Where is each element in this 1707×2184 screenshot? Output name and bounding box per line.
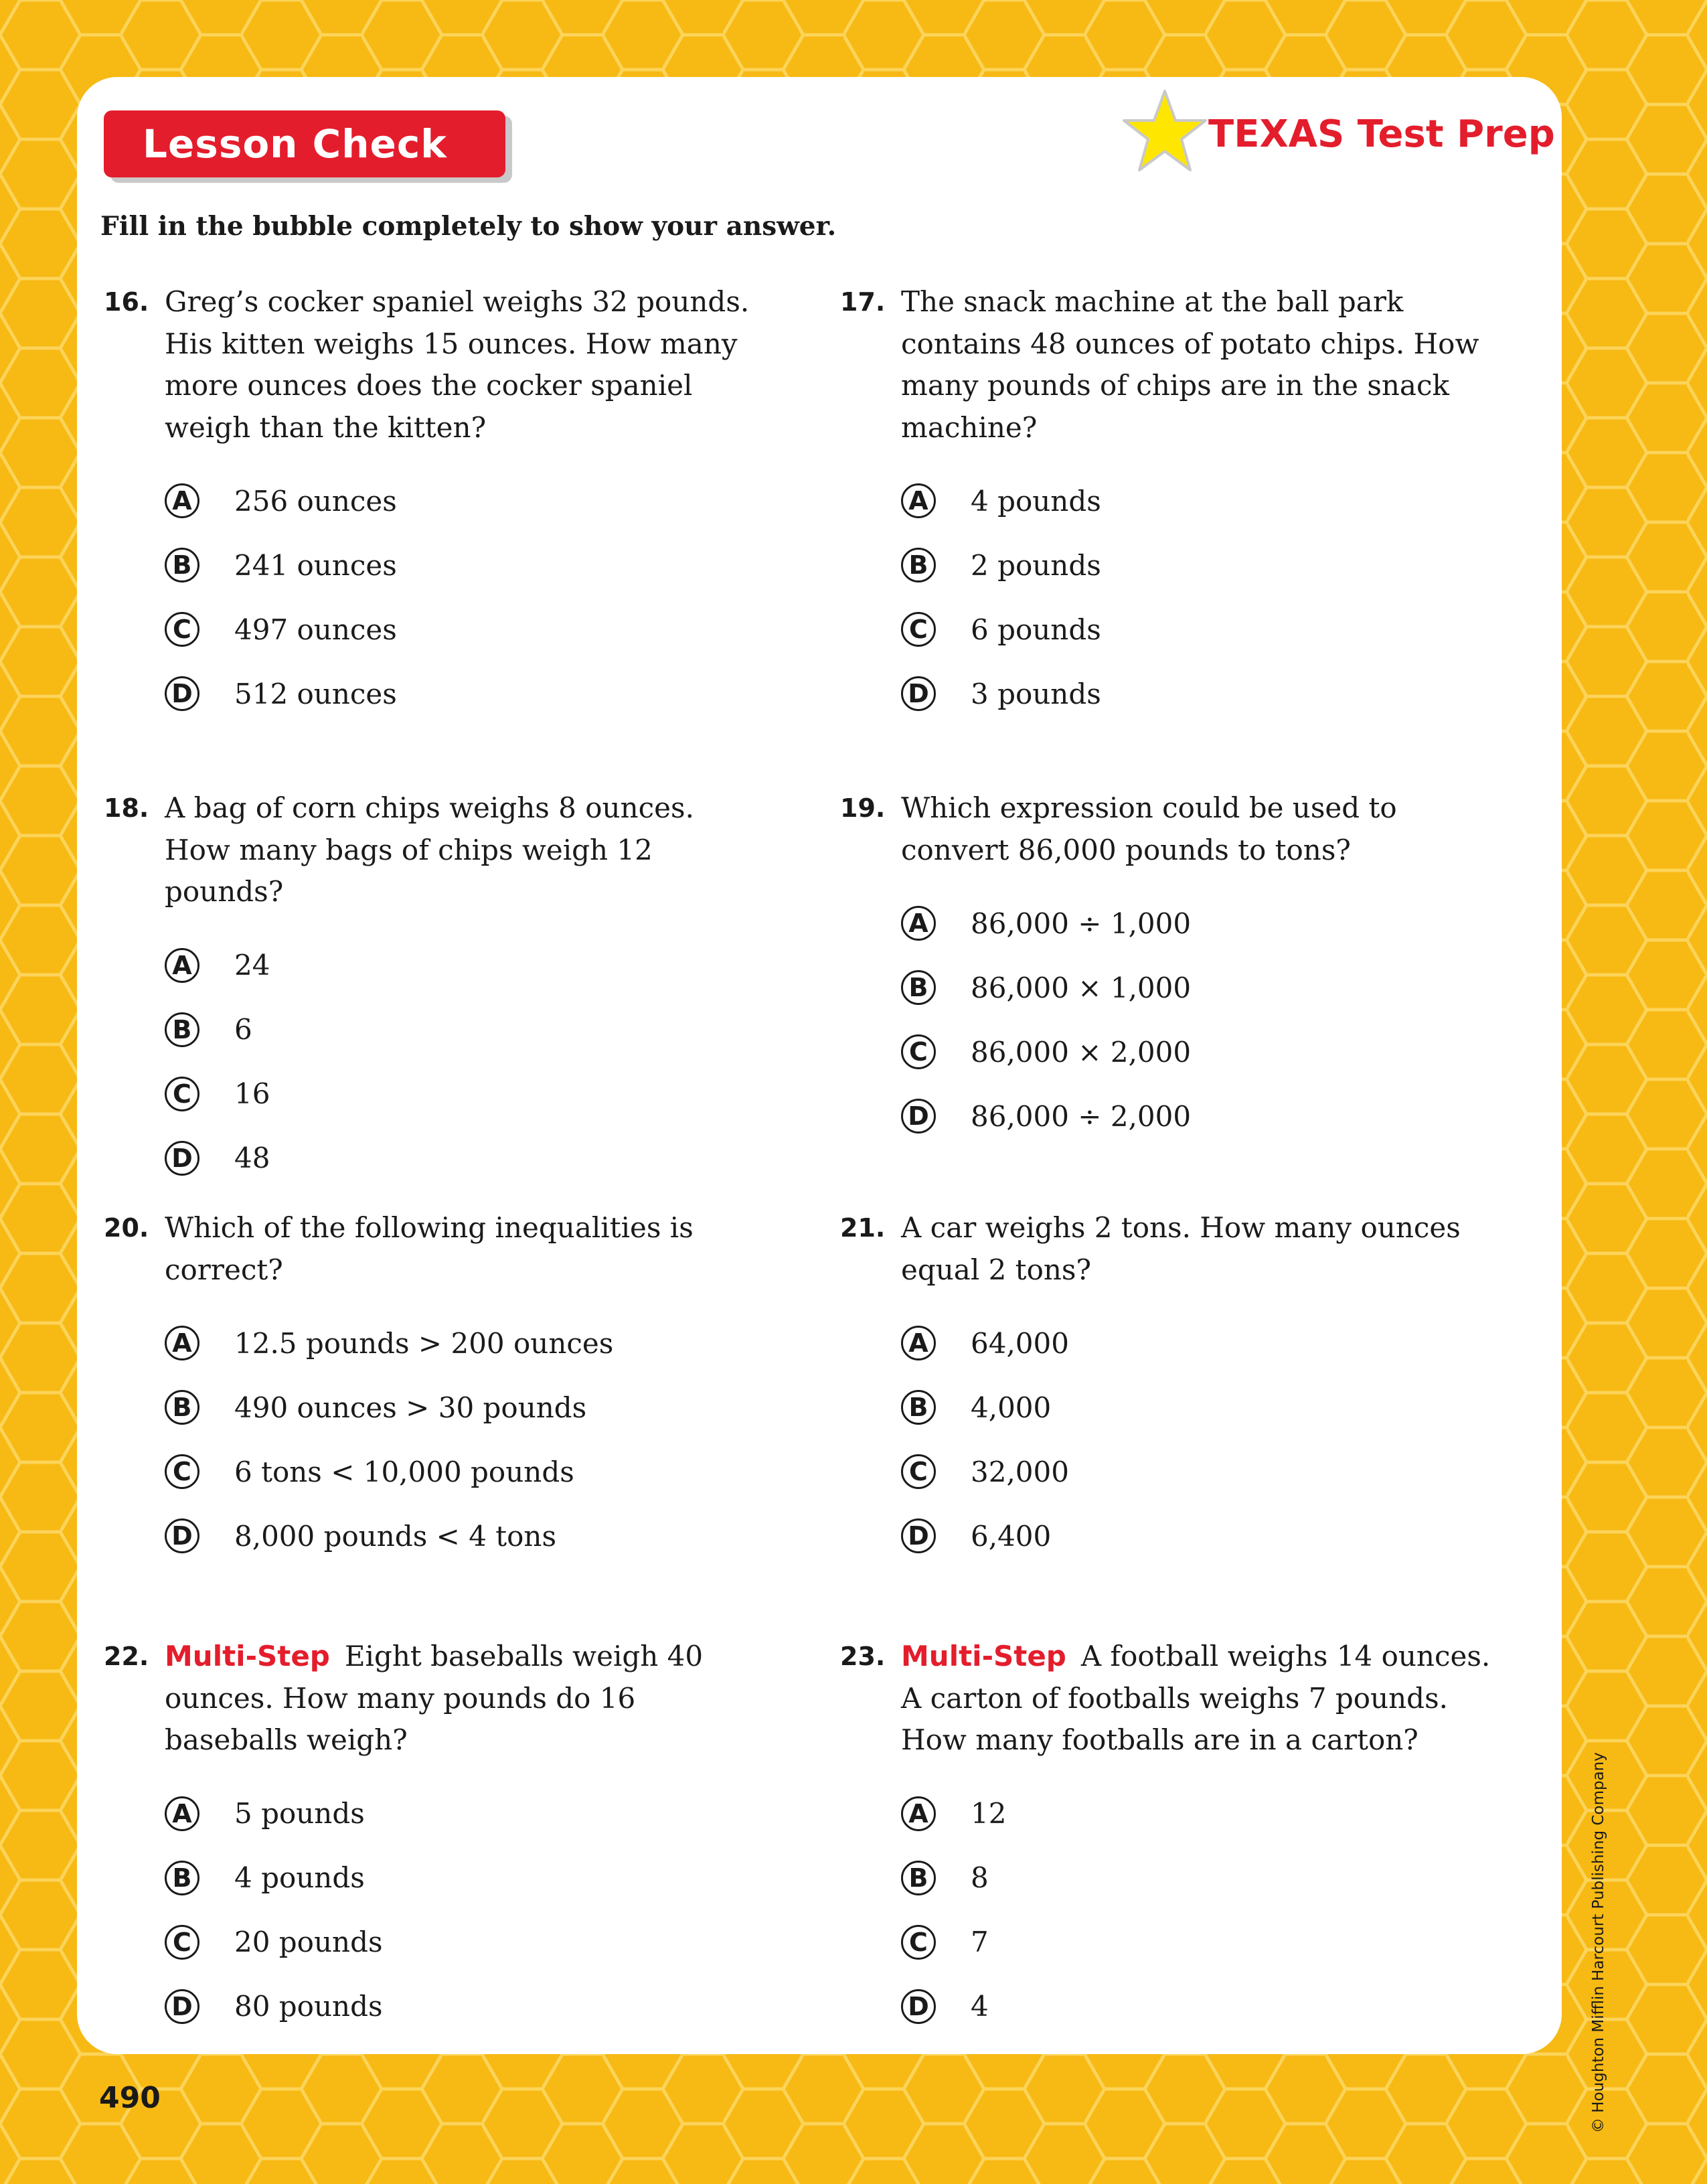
question-text: Which expression could be used to convert 86,000 pounds to tons? xyxy=(901,791,1397,866)
answer-bubble[interactable]: D xyxy=(165,1989,199,2024)
answer-option-c[interactable] xyxy=(165,1439,766,1504)
answer-option-d[interactable] xyxy=(165,1126,766,1190)
answer-bubble[interactable]: D xyxy=(901,1989,936,2024)
answer-option-d[interactable] xyxy=(165,1974,766,2039)
answer-option-c[interactable] xyxy=(901,1439,1503,1504)
answer-text: 512 ounces xyxy=(234,677,397,710)
answer-option-c[interactable] xyxy=(901,1910,1503,1974)
answer-text: 3 pounds xyxy=(971,677,1101,710)
answer-option-a[interactable] xyxy=(165,1782,766,1846)
question-21 xyxy=(840,1207,1503,1568)
answer-text: 80 pounds xyxy=(234,1990,383,2023)
answer-text: 64,000 xyxy=(971,1326,1069,1360)
answer-text: 24 xyxy=(234,949,270,982)
answer-option-d[interactable] xyxy=(901,1974,1503,2039)
question-20 xyxy=(104,1207,766,1568)
answer-option-a[interactable] xyxy=(165,933,766,998)
answer-text: 4 xyxy=(971,1990,989,2023)
question-22 xyxy=(104,1636,766,2039)
answer-text: 497 ounces xyxy=(234,613,397,646)
answer-text: 4,000 xyxy=(971,1391,1052,1424)
answer-text: 6 tons < 10,000 pounds xyxy=(234,1455,574,1488)
answer-option-a[interactable] xyxy=(165,469,766,533)
lesson-check-banner: Lesson Check xyxy=(104,110,505,177)
answer-option-a[interactable] xyxy=(901,891,1503,955)
answer-bubble[interactable]: D xyxy=(165,676,199,711)
answer-text: 6 xyxy=(234,1013,252,1046)
answer-bubble[interactable]: C xyxy=(901,1925,936,1960)
answer-option-b[interactable] xyxy=(165,1846,766,1910)
answer-bubble[interactable]: A xyxy=(165,483,199,518)
question-number: 22. xyxy=(104,1642,149,1671)
answer-text: 6,400 xyxy=(971,1519,1052,1553)
answer-text: 490 ounces > 30 pounds xyxy=(234,1391,587,1424)
question-number: 23. xyxy=(840,1642,886,1671)
answer-option-c[interactable] xyxy=(165,1910,766,1974)
answer-option-d[interactable] xyxy=(901,1504,1503,1568)
answer-bubble[interactable]: B xyxy=(901,1390,936,1425)
answer-bubble[interactable]: B xyxy=(901,548,936,582)
answer-text: 241 ounces xyxy=(234,548,397,582)
answer-text: 86,000 ÷ 1,000 xyxy=(971,907,1192,940)
answer-text: 256 ounces xyxy=(234,484,397,518)
answer-text: 5 pounds xyxy=(234,1797,365,1830)
answer-bubble[interactable]: B xyxy=(901,970,936,1005)
answer-option-a[interactable] xyxy=(901,1782,1503,1846)
answer-bubble[interactable]: A xyxy=(901,483,936,518)
question-text: Eight baseballs weigh 40 ounces. How many pounds do 16 baseballs weigh? xyxy=(165,1640,704,1756)
answer-bubble[interactable]: B xyxy=(165,1390,199,1425)
answer-bubble[interactable]: A xyxy=(165,1326,199,1360)
answer-bubble[interactable]: C xyxy=(165,1454,199,1489)
question-text: Which of the following inequalities is correct? xyxy=(165,1211,694,1286)
question-17 xyxy=(840,281,1503,726)
answer-option-d[interactable] xyxy=(165,1504,766,1568)
answer-option-b[interactable] xyxy=(901,1375,1503,1439)
answer-option-a[interactable] xyxy=(901,1311,1503,1375)
answer-bubble[interactable]: B xyxy=(165,548,199,582)
question-19 xyxy=(840,787,1503,1148)
answer-text: 32,000 xyxy=(971,1455,1069,1488)
question-text: A football weighs 14 ounces. A carton of footballs weighs 7 pounds. How many footballs are in a carton? xyxy=(901,1640,1491,1756)
multi-step-label: Multi-Step xyxy=(901,1640,1066,1672)
question-number: 19. xyxy=(840,793,886,823)
answer-option-b[interactable] xyxy=(901,533,1503,597)
texas-test-prep-label: TEXAS Test Prep xyxy=(1208,112,1555,156)
answer-bubble[interactable]: D xyxy=(901,1518,936,1553)
answer-bubble[interactable]: C xyxy=(165,1077,199,1111)
answer-option-b[interactable] xyxy=(165,533,766,597)
answer-text: 86,000 × 2,000 xyxy=(971,1035,1192,1069)
question-text: A car weighs 2 tons. How many ounces equal 2 tons? xyxy=(901,1211,1461,1286)
answer-option-d[interactable] xyxy=(901,661,1503,726)
answer-text: 12 xyxy=(971,1797,1007,1830)
question-18 xyxy=(104,787,766,1190)
multi-step-label: Multi-Step xyxy=(165,1640,330,1672)
answer-option-c[interactable] xyxy=(165,597,766,661)
answer-bubble[interactable]: A xyxy=(901,906,936,941)
answer-option-a[interactable] xyxy=(901,469,1503,533)
answer-text: 2 pounds xyxy=(971,548,1101,582)
answer-bubble[interactable]: A xyxy=(165,1796,199,1831)
answer-bubble[interactable]: A xyxy=(165,948,199,983)
answer-option-a[interactable] xyxy=(165,1311,766,1375)
star-icon xyxy=(1121,86,1208,179)
answer-bubble[interactable]: C xyxy=(901,612,936,647)
answer-bubble[interactable]: C xyxy=(165,612,199,647)
answer-bubble[interactable]: C xyxy=(165,1925,199,1960)
answer-bubble[interactable]: D xyxy=(901,1099,936,1134)
instructions: Fill in the bubble completely to show your answer. xyxy=(100,211,837,242)
question-23 xyxy=(840,1636,1503,2039)
answer-text: 48 xyxy=(234,1142,270,1174)
answer-option-c[interactable] xyxy=(901,597,1503,661)
answer-option-c[interactable] xyxy=(901,1020,1503,1084)
question-16 xyxy=(104,281,766,726)
answer-text: 16 xyxy=(234,1077,270,1110)
answer-bubble[interactable]: C xyxy=(901,1034,936,1069)
copyright-notice: © Houghton Mifflin Harcourt Publishing Company xyxy=(1590,1752,1607,2133)
answer-text: 8 xyxy=(971,1861,989,1894)
answer-text: 86,000 ÷ 2,000 xyxy=(971,1099,1192,1133)
answer-text: 86,000 × 1,000 xyxy=(971,971,1192,1004)
answer-bubble[interactable]: C xyxy=(901,1454,936,1489)
answer-option-b[interactable] xyxy=(165,998,766,1062)
question-text: The snack machine at the ball park contains 48 ounces of potato chips. How many pounds of chips are in the snack machine? xyxy=(901,285,1479,444)
answer-option-b[interactable] xyxy=(901,955,1503,1020)
page-number: 490 xyxy=(99,2081,161,2115)
answer-option-b[interactable] xyxy=(901,1846,1503,1910)
question-number: 21. xyxy=(840,1213,886,1243)
answer-text: 4 pounds xyxy=(971,484,1101,518)
answer-bubble[interactable]: B xyxy=(165,1012,199,1047)
answer-bubble[interactable]: B xyxy=(165,1861,199,1895)
question-number: 17. xyxy=(840,287,886,317)
question-text: Greg’s cocker spaniel weighs 32 pounds. His kitten weighs 15 ounces. How many more ounces does the cocker spaniel weigh than the kitten? xyxy=(165,285,750,444)
answer-text: 4 pounds xyxy=(234,1861,365,1894)
answer-bubble[interactable]: D xyxy=(165,1141,199,1176)
answer-text: 20 pounds xyxy=(234,1926,383,1958)
answer-text: 12.5 pounds > 200 ounces xyxy=(234,1326,614,1360)
answer-bubble[interactable]: D xyxy=(165,1518,199,1553)
question-number: 16. xyxy=(104,287,149,317)
answer-bubble[interactable]: A xyxy=(901,1796,936,1831)
answer-option-b[interactable] xyxy=(165,1375,766,1439)
answer-bubble[interactable]: A xyxy=(901,1326,936,1360)
answer-text: 7 xyxy=(971,1926,989,1958)
question-number: 18. xyxy=(104,793,149,823)
answer-bubble[interactable]: D xyxy=(901,676,936,711)
answer-bubble[interactable]: B xyxy=(901,1861,936,1895)
answer-text: 6 pounds xyxy=(971,613,1101,646)
answer-option-d[interactable] xyxy=(901,1084,1503,1148)
question-number: 20. xyxy=(104,1213,149,1243)
question-text: A bag of corn chips weighs 8 ounces. How many bags of chips weigh 12 pounds? xyxy=(165,791,694,908)
answer-text: 8,000 pounds < 4 tons xyxy=(234,1519,557,1553)
answer-option-c[interactable] xyxy=(165,1062,766,1126)
answer-option-d[interactable] xyxy=(165,661,766,726)
